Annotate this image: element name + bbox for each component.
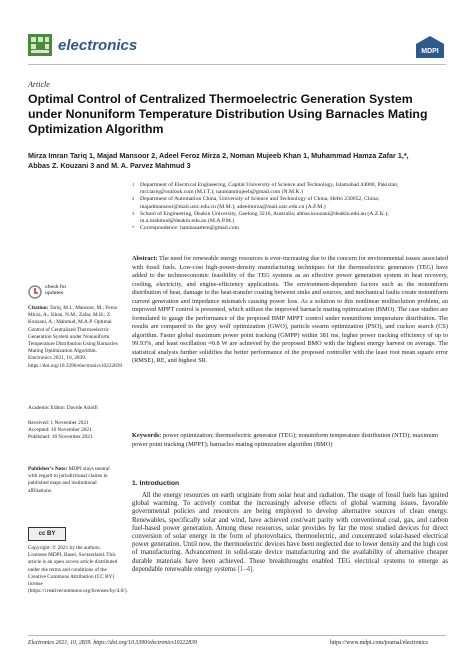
footer-citation[interactable]: Electronics 2021, 10, 2839. https://doi.org/10.3390/electronics10222839	[28, 640, 197, 646]
affiliation-item: 3 School of Engineering, Deakin University, Geelong 3216, Australia; abbas.kouzani@deakin.edu.au (A.Z.K.); m.a.mahmud@deakin.edu.au (M.A.P.M.)	[132, 210, 389, 225]
intro-paragraph: All the energy resources on earth originate from solar heat and radiation. The usage of fossil fuels has ignited global warming. To actively combat the increasingly adverse effects of global warming issues, favorable governmental policies and resources are being employed to develop alternative sources of clean energy. Renewables, specifically solar and wind, have achieved cost/watt parity with conventional coal, gas, and carbon fuel-based power generation. Among these resources, solar provides by far the most studied devices for direct conversion of solar energy in the form of photovoltaics, thermoelectric, and concentrated solar-based electrical power generation. Until now, the thermoelectric devices have been neglected due to lower density and the high cost of manufacturing. Advancement in solid-state device manufacturing and the availability of alternative cheaper durable materials have been achieved. These breakthroughs enabled TEG electrical systems to emerge as dependable renewable energy systems [1–4].	[132, 492, 448, 573]
keywords-label: Keywords:	[132, 432, 162, 439]
article-title: Optimal Control of Centralized Thermoelectric Generation System under Nonuniform Temperature Distribution Using Barnacles Mating Optimization Algorithm	[28, 92, 428, 136]
keywords	[132, 432, 448, 449]
author-list	[28, 151, 458, 171]
header-divider	[28, 64, 446, 65]
authors-line-1: Mirza Imran Tariq 1, Majad Mansoor 2, Adeel Feroz Mirza 2, Noman Mujeeb Khan 1, Muhammad Hamza Zafar 1,*,	[28, 151, 409, 160]
copyright-block: Copyright: © 2021 by the authors. Licensee MDPI, Basel, Switzerland. This article is an open access article distributed under the terms and conditions of the Creative Commons Attribution (CC BY) license (https://creativecommons.org/licenses/by/4.0/).	[28, 545, 128, 595]
journal-logo-icon	[28, 34, 52, 56]
update-icon	[28, 285, 42, 299]
citation-link[interactable]: [1–4]	[237, 565, 253, 573]
affiliation-item: 1 Department of Electrical Engineering, Capital University of Science and Technology, Islamabad 44000, Pakistan; mrl.tariq@outlook.com (M.I.T.); naumanmujeeb@gmail.com (N.M.K.)	[132, 182, 399, 196]
publisher-logo: MDPI	[421, 48, 439, 55]
publisher-note: Publisher’s Note: MDPI stays neutral with regard to jurisdictional claims in published maps and institutional affiliations.	[28, 466, 110, 494]
journal-name: electronics	[58, 37, 138, 54]
affiliation-item: 2 Department of Automation China, University of Science and Technology of China, Hefei 230052, China; majadmansoor@mail.ustc.edu.cn (M.M.); adeelmirza@mail.ustc.edu.cn (A.F.M.)	[132, 196, 380, 210]
abstract-label: Abstract:	[132, 255, 158, 262]
footer-journal-link[interactable]: https://www.mdpi.com/journal/electronics	[330, 640, 428, 646]
keywords-text: power optimization; thermoelectric generator (TEG); nonuniform temperature distribution (NTD); maximum power point tracking (MPPT); barnacles mating optimization algorithm (BMO)	[132, 432, 439, 448]
dates-block: Received: 1 November 2021 Accepted: 16 November 2021 Published: 18 November 2021	[28, 420, 93, 441]
section-title: 1. Introduction	[132, 480, 180, 487]
academic-editor: Academic Editor: Davide Astolfi	[28, 405, 98, 411]
affiliations	[132, 182, 448, 232]
check-for-updates-button[interactable]: check for updates	[28, 283, 70, 301]
article-type: Article	[28, 80, 50, 89]
abstract	[132, 255, 448, 366]
cc-by-license-icon[interactable]: cc BY	[28, 527, 66, 541]
correspondence: * Correspondence: hamzasattem@gmail.com	[132, 225, 240, 232]
abstract-text: The need for renewable energy resources is ever-increasing due to the concern for environmental issues associated with fossil fuels. Low-cost high-power-density manufacturing techniques for the thermoelectric generators (TEG) have added to the technoeconomic feasibility of the TEG systems as an effective power generation system in heat recovery, cooling, electricity, and engine-efficiency applications. The environment-dependent factors such as the nonuniform distribution of heat, damage to the heat-transfer coating between sinks and sources, and mechanical faults create nonuniform current generation and impedance mismatch causing power loss. As a solution to this nonlinear multisolution problem, an improved MPPT control is presented, which utilizes the improved barnacle mating optimization (BMO). The case studies are formulated to gauge the performance of the proposed BMP MPPT control under nonuniform temperature distribution. The results are compared to the grey wolf optimization (GWO), particle swarm optimization (PSO), and cuckoo search (CS) algorithm. Faster global maximum power point tracking (GMPP) within 381 ms, higher power tracking efficiency of up to 99.93%, and least oscillation ≈0.8 W are achieved by the proposed BMO with the highest energy harvest on average. The statistical analysis further solidifies the better performance of the proposed controller with the least root mean square error (RMSE), RE, and highest SR.	[132, 255, 448, 364]
authors-line-2: Abbas Z. Kouzani 3 and M. A. Parvez Mahmud 3	[28, 161, 191, 170]
mdpi-logo-icon	[416, 36, 444, 58]
footer-divider	[28, 635, 446, 636]
citation-block: Citation: Tariq, M.I.; Mansoor, M.; Feroz Mirza, A.; Khan, N.M.; Zafar, M.H.; Z. Kouzani, A.; Mahmud, M.A.P. Optimal Control of Centralized Thermoelectric Generation System under Nonuniform Temperature Distribution Using Barnacles Mating Optimization Algorithm. Electronics 2021, 10, 2839. https://doi.org/10.3390/electronics10222839	[28, 305, 123, 369]
